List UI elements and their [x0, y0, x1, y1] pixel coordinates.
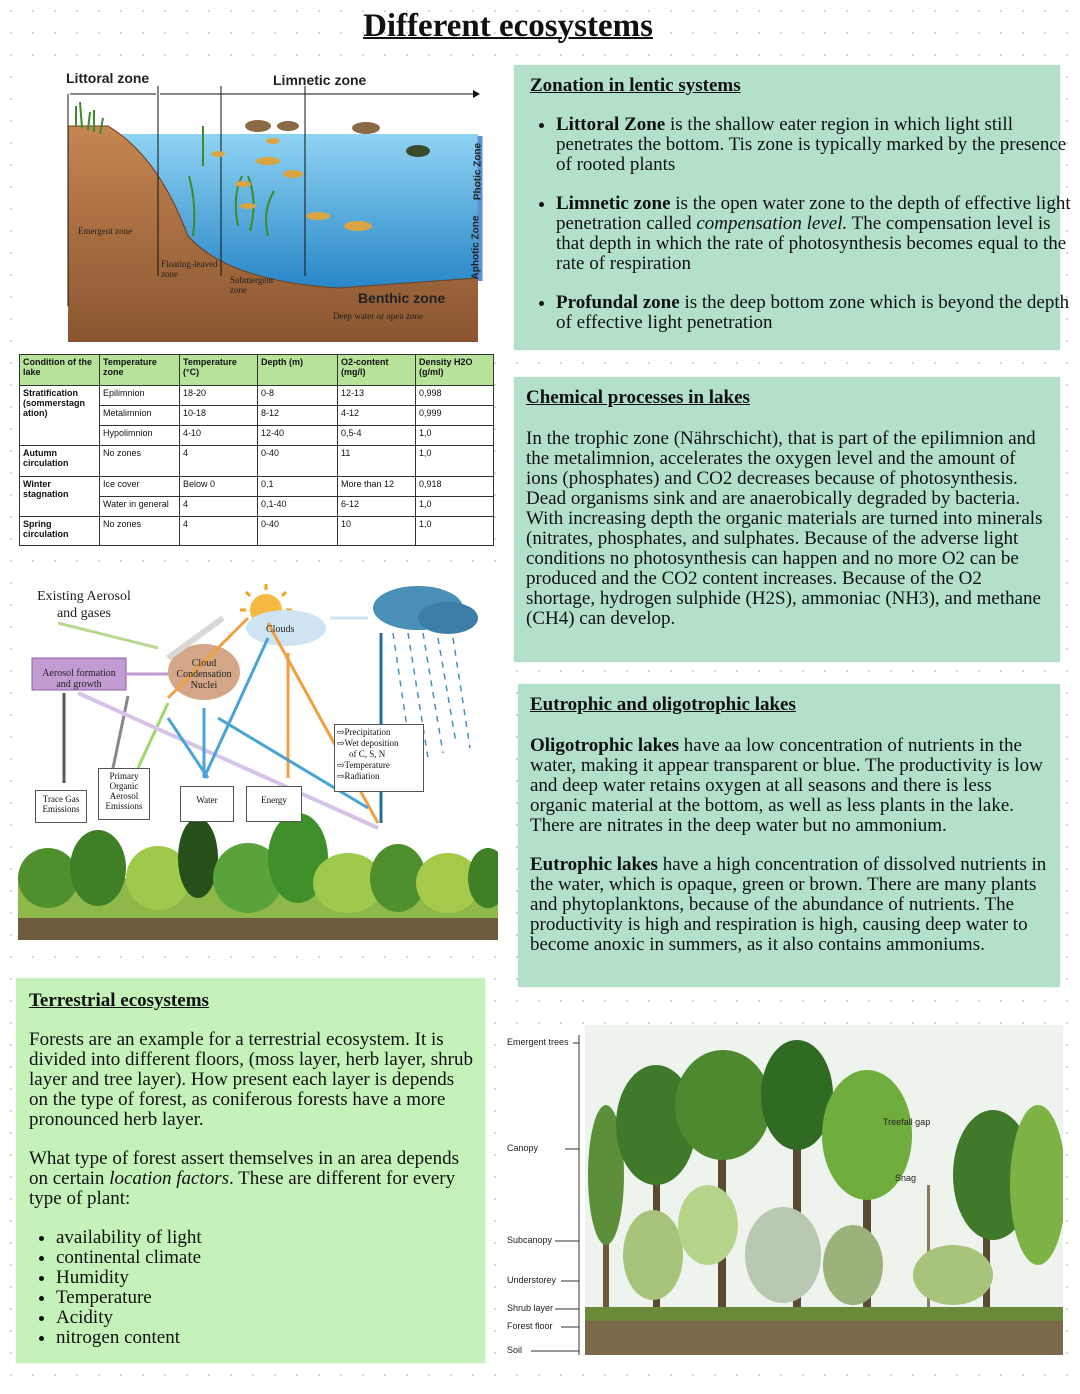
table-row — [20, 386, 494, 406]
shrub-layer-label: Shrub layer — [507, 1303, 554, 1313]
table-cell: 12-13 — [338, 386, 416, 406]
table-cell: Hypolimnion — [100, 426, 180, 446]
ccn-label: Cloud Condensation Nuclei — [176, 658, 232, 691]
page-title: Different ecosystems — [363, 8, 653, 44]
table-cell: Metalimnion — [100, 406, 180, 426]
chemical-processes-panel — [514, 377, 1060, 662]
table-cell: Winter stagnation — [20, 477, 100, 517]
table-cell: Spring circulation — [20, 517, 100, 546]
lake-zonation-diagram — [18, 66, 498, 342]
table-cell: 11 — [338, 446, 416, 477]
deep-water-label: Deep water or open zone — [333, 311, 423, 321]
zonation-item-littoral: • Littoral Zone is the shallow eater region in which light still penetrates the bottom. Tis zone is typically marked by the presence of rooted plants — [556, 115, 1076, 175]
list-item: • Acidity — [56, 1308, 202, 1328]
table-cell: 0,999 — [416, 406, 494, 426]
table-cell: 12-40 — [258, 426, 338, 446]
oligotrophic-text: Oligotrophic lakes have aa low concentration of nutrients in the water, making it appear transparent or blue. The productivity is low and deep water retains oxygen at all seasons and there is less organic material at the bottom, as well as less plants in the lake. There are nitrates in the deep water but no ammonium. — [530, 735, 1043, 836]
zonation-item-profundal: • Profundal zone is the deep bottom zone which is beyond the depth of effective light penetration — [556, 293, 1076, 333]
photic-zone-label: Photic Zone — [472, 142, 484, 201]
table-cell: 0,1-40 — [258, 497, 338, 517]
table-cell: More than 12 — [338, 477, 416, 497]
table-cell: Autumn circulation — [20, 446, 100, 477]
table-cell: 0,918 — [416, 477, 494, 497]
table-cell: 10-18 — [180, 406, 258, 426]
precipitation-box: ⇨Precipitation ⇨Wet deposition of C, S, N ⇨Temperature ⇨Radiation — [334, 724, 424, 792]
zonation-heading: Zonation in lentic systems — [530, 75, 741, 96]
list-item: • continental climate — [56, 1248, 202, 1268]
location-factors-list — [28, 1228, 202, 1348]
canopy-label: Canopy — [507, 1143, 539, 1153]
submergent-zone-label: Submergent zone — [230, 275, 274, 295]
littoral-zone-label: Littoral zone — [66, 70, 150, 86]
aphotic-zone-label: Aphotic Zone — [470, 215, 482, 280]
list-item: • availability of light — [56, 1228, 202, 1248]
table-cell: 1,0 — [416, 497, 494, 517]
eutrophic-panel — [518, 684, 1060, 987]
existing-aerosol-label: Existing Aerosol and gases — [37, 589, 131, 621]
table-cell: 0-8 — [258, 386, 338, 406]
table-cell: 4 — [180, 497, 258, 517]
energy-box: Energy — [246, 786, 302, 822]
lake-conditions-table — [19, 354, 494, 546]
table-cell: Water in general — [100, 497, 180, 517]
table-cell: 6-12 — [338, 497, 416, 517]
terrestrial-paragraph-1: Forests are an example for a terrestrial ecosystem. It is divided into different floors, (moss layer, herb layer, shrub layer and tree layer). How present each layer is depends on the type of forest, as coniferous forests have a more pronounced herb layer. — [29, 1029, 473, 1130]
benthic-zone-label: Benthic zone — [358, 290, 446, 306]
table-cell: 1,0 — [416, 426, 494, 446]
table-cell: 4-12 — [338, 406, 416, 426]
forest-layers-diagram — [503, 1025, 1063, 1363]
limnetic-zone-label: Limnetic zone — [273, 72, 367, 88]
table-cell: 1,0 — [416, 517, 494, 546]
snag-label: Snag — [895, 1173, 917, 1183]
table-header: Temperature (°C) — [180, 355, 258, 386]
table-row — [20, 446, 494, 477]
eutrophic-text: Eutrophic lakes have a high concentration of dissolved nutrients in the water, which is opaque, green or brown. There are many plants and phytoplanktons, because of the abundance of nutrients. The productivity is high and respiration is high, causing deep water to become anoxic in summers, as it also contains ammoniums. — [530, 854, 1047, 955]
terrestrial-paragraph-2: What type of forest assert themselves in an area depends on certain location factors. These are different for every type of plant: — [29, 1148, 459, 1209]
zonation-panel — [514, 65, 1071, 350]
floating-zone-label: Floating-leaved zone — [161, 259, 218, 279]
list-item: • Temperature — [56, 1288, 202, 1308]
table-header: O2-content (mg/l) — [338, 355, 416, 386]
table-cell: 0,5-4 — [338, 426, 416, 446]
aerosol-formation-label: Aerosol formation and growth — [42, 668, 116, 690]
terrestrial-heading: Terrestrial ecosystems — [29, 990, 209, 1011]
table-header: Depth (m) — [258, 355, 338, 386]
table-cell: No zones — [100, 446, 180, 477]
subcanopy-label: Subcanopy — [507, 1235, 553, 1245]
table-cell: Below 0 — [180, 477, 258, 497]
clouds-label: Clouds — [266, 624, 295, 635]
table-cell: 0-40 — [258, 446, 338, 477]
primary-aerosol-box: Primary Organic Aerosol Emissions — [98, 768, 150, 820]
table-cell: Epilimnion — [100, 386, 180, 406]
table-cell: 4-10 — [180, 426, 258, 446]
table-cell: 0,998 — [416, 386, 494, 406]
water-box: Water — [180, 786, 234, 822]
table-header: Condition of the lake — [20, 355, 100, 386]
table-cell: 4 — [180, 446, 258, 477]
understorey-label: Understorey — [507, 1275, 557, 1285]
table-cell: 0-40 — [258, 517, 338, 546]
terrestrial-panel — [16, 978, 485, 1363]
soil-label: Soil — [507, 1345, 523, 1355]
table-cell: 1,0 — [416, 446, 494, 477]
zonation-item-limnetic: • Limnetic zone is the open water zone to the depth of effective light penetration called compensation level. The compensation level is that depth in which the rate of photosynthesis becomes equal to the rate of respiration — [556, 194, 1076, 274]
emergent-zone-label: Emergent zone — [78, 226, 133, 236]
table-header-row — [20, 355, 494, 386]
forest-floor-label: Forest floor — [507, 1321, 553, 1331]
aerosol-cycle-illustration — [18, 578, 498, 940]
table-row — [20, 477, 494, 497]
table-header: Density H2O (g/ml) — [416, 355, 494, 386]
table-cell: 10 — [338, 517, 416, 546]
table-row — [20, 517, 494, 546]
list-item: • nitrogen content — [56, 1328, 202, 1348]
table-cell: 8-12 — [258, 406, 338, 426]
emergent-trees-label: Emergent trees — [507, 1037, 569, 1047]
chemical-heading: Chemical processes in lakes — [526, 387, 750, 408]
aerosol-cycle-diagram — [18, 578, 498, 940]
list-item: • Humidity — [56, 1268, 202, 1288]
table-cell: No zones — [100, 517, 180, 546]
table-cell: Stratification (sommerstagn ation) — [20, 386, 100, 446]
treefall-gap-label: Treefall gap — [883, 1117, 931, 1127]
forest-illustration — [503, 1025, 1063, 1363]
trace-gas-box: Trace Gas Emissions — [35, 790, 87, 823]
eutrophic-heading: Eutrophic and oligotrophic lakes — [530, 694, 796, 715]
table-cell: Ice cover — [100, 477, 180, 497]
table-header: Temperature zone — [100, 355, 180, 386]
chemical-text: In the trophic zone (Nährschicht), that is part of the epilimnion and the metalimnion, accelerates the oxygen level and the amount of ions (phosphates) and CO2 decreases because of photosynthesis. Dead organisms sink and are anaerobically degraded by bacteria. With increasing depth the organic materials are turned into minerals (nitrates, phosphates, and sulphates. Because of the adverse light conditions no photosynthesis can happen and no more O2 can be produced and the CO2 content increases. Because of the O2 shortage, hydrogen sulphide (H2S), ammoniac (NH3), and methane (CH4) can develop. — [526, 428, 1043, 629]
table-cell: 4 — [180, 517, 258, 546]
table-cell: 18-20 — [180, 386, 258, 406]
table-cell: 0,1 — [258, 477, 338, 497]
